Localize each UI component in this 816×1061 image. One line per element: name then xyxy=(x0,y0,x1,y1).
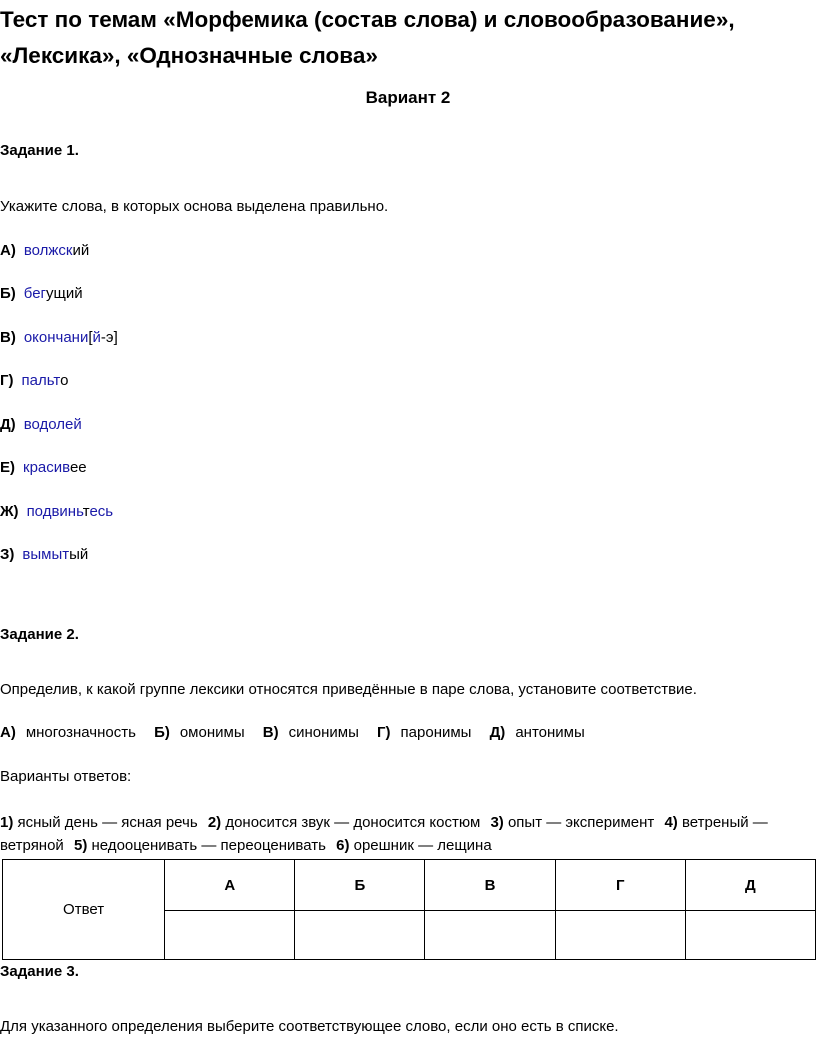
answer-col-header: Б xyxy=(295,860,425,911)
answer-cell[interactable] xyxy=(425,911,555,960)
answer-col-header: Г xyxy=(555,860,685,911)
task1-option xyxy=(0,285,83,302)
pair-item: 5) недооценивать — переоценивать xyxy=(74,837,326,854)
option-label: А) xyxy=(0,242,16,259)
answers-title: Варианты ответов: xyxy=(0,768,132,785)
answer-table xyxy=(2,859,816,960)
group-item: А) многозначность xyxy=(0,724,136,741)
answer-col-header: Д xyxy=(685,860,815,911)
word-part: ый xyxy=(69,546,89,563)
pair-item: 3) опыт — эксперимент xyxy=(490,814,655,831)
word-stem: подвинь xyxy=(26,503,83,520)
task2-heading: Задание 2. xyxy=(0,626,79,643)
word-stem: й xyxy=(92,329,101,346)
answer-row-label: Ответ xyxy=(3,860,165,960)
group-item: В) синонимы xyxy=(262,724,359,741)
answer-cell[interactable] xyxy=(165,911,295,960)
option-label: Б) xyxy=(0,285,16,302)
option-label: Д) xyxy=(0,416,16,433)
word-stem: бег xyxy=(23,285,47,302)
word-part: [ xyxy=(88,329,93,346)
word-part: ий xyxy=(72,242,90,259)
word-part: ущий xyxy=(46,285,83,302)
task1-heading: Задание 1. xyxy=(0,142,79,159)
task1-option xyxy=(0,546,88,563)
option-label: З) xyxy=(0,546,15,563)
variant-heading: Вариант 2 xyxy=(365,88,451,107)
word-stem: волжск xyxy=(23,242,73,259)
word-stem: красив xyxy=(23,459,70,476)
task2-instruction: Определив, к какой группе лексики относятся приведённые в паре слова, установите соответствие. xyxy=(0,681,697,698)
answer-cell[interactable] xyxy=(555,911,685,960)
option-label: Г) xyxy=(0,372,14,389)
group-item: Б) омонимы xyxy=(154,724,245,741)
group-item: Г) паронимы xyxy=(377,724,472,741)
answer-cell[interactable] xyxy=(685,911,815,960)
page-title: Тест по темам «Морфемика (состав слова) и словообразование», «Лексика», «Однозначные слова» xyxy=(0,7,735,68)
pair-item: 2) доносится звук — доносится костюм xyxy=(207,814,481,831)
task1-option xyxy=(0,329,118,346)
task1-option xyxy=(0,242,89,259)
word-part: ее xyxy=(69,459,87,476)
task3-heading: Задание 3. xyxy=(0,963,79,980)
task1-option xyxy=(0,372,68,389)
word-stem: водолей xyxy=(23,416,82,433)
word-stem: вымыт xyxy=(22,546,70,563)
word-stem: есь xyxy=(89,503,114,520)
answer-col-header: А xyxy=(165,860,295,911)
task3-instruction: Для указанного определения выберите соответствующее слово, если оно есть в списке. xyxy=(0,1018,619,1035)
task2-pairs xyxy=(0,811,812,857)
task1-option xyxy=(0,459,87,476)
word-part: т xyxy=(82,503,90,520)
pair-item: 4) ветреный — ветряной xyxy=(0,814,768,854)
task2-groups xyxy=(0,724,599,741)
task1-option xyxy=(0,503,113,520)
word-stem: окончани xyxy=(23,329,89,346)
word-part: -э] xyxy=(100,329,118,346)
option-label: Ж) xyxy=(0,503,19,520)
group-item: Д) антонимы xyxy=(489,724,585,741)
answer-col-header: В xyxy=(425,860,555,911)
pair-item: 6) орешник — лещина xyxy=(336,837,492,854)
pair-item: 1) ясный день — ясная речь xyxy=(0,814,198,831)
word-stem: пальт xyxy=(21,372,61,389)
option-label: В) xyxy=(0,329,16,346)
task1-option xyxy=(0,416,82,433)
answer-cell[interactable] xyxy=(295,911,425,960)
task1-instruction: Укажите слова, в которых основа выделена правильно. xyxy=(0,198,389,215)
option-label: Е) xyxy=(0,459,15,476)
word-part: о xyxy=(60,372,69,389)
